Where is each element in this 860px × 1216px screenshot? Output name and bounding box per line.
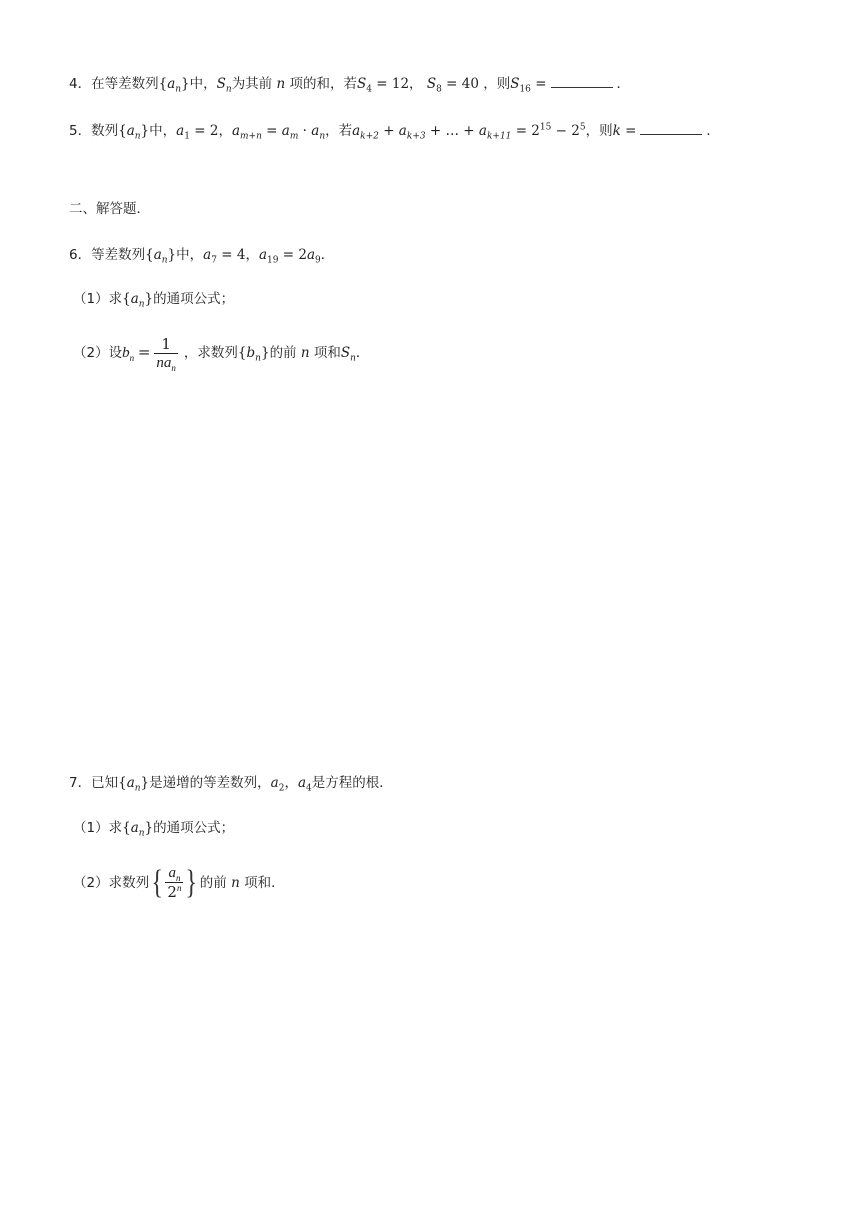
question-6-part-1: （1）求$\{a_n\}$的通项公式； — [73, 291, 235, 310]
math-a2: $a_2$ — [270, 775, 285, 794]
math-sequence-an: $\{a_n\}$ — [118, 775, 150, 794]
answer-blank[interactable] — [551, 75, 613, 88]
left-brace: { — [151, 864, 163, 901]
math-sn: $S_n$ — [216, 76, 232, 95]
question-7-part-1: （1）求$\{a_n\}$的通项公式； — [73, 820, 235, 839]
math-a7-eq: $a_7 = 4$ — [203, 247, 246, 266]
math-sequence-an: $\{a_n\}$ — [158, 76, 190, 95]
math-sn: $S_n$ — [340, 345, 356, 364]
fraction-an-over-2n: $\frac{a_n}{2^n}$ — [167, 865, 182, 901]
question-6: 6．等差数列$\{a_n\}$中，$a_7 = 4$，$a_{19} = 2a_9$． — [69, 247, 335, 266]
math-a1-eq: $a_1 = 2$ — [176, 123, 219, 142]
math-bn: $b_n$ = — [122, 343, 151, 363]
question-number: 7 — [69, 775, 78, 791]
question-number: 5 — [69, 123, 78, 139]
math-a19-eq: $a_{19} = 2a_9$ — [258, 247, 321, 266]
math-s4-eq: $S_4 = 12$ — [356, 76, 410, 95]
question-4: 4．在等差数列$\{a_n\}$中，$S_n$为其前 n 项的和，若$S_4 = 12$， $S_8 = 40$ ，则$S_{16}$ = ． — [69, 76, 631, 95]
math-sequence-an: $\{a_n\}$ — [145, 247, 177, 266]
answer-blank[interactable] — [640, 122, 702, 135]
math-sequence-an: $\{a_n\}$ — [122, 291, 154, 310]
question-7: 7．已知$\{a_n\}$是递增的等差数列，$a_2$，$a_4$是方程的根． — [69, 775, 393, 794]
math-sequence-an: $\{a_n\}$ — [122, 820, 154, 839]
question-5: 5．数列$\{a_n\}$中，$a_1 = 2$，$a_{m+n} = a_m \cdot a_n$，若$a_{k+2} + a_{k+3}$ + … + $a_{k+11} = 2^{15} - 2^5$，则k = ． — [69, 122, 720, 142]
math-sequence-an: $\{a_n\}$ — [118, 123, 150, 142]
fraction-1-over-nan: $\frac{1}{na_n}$ — [156, 334, 176, 373]
math-sum-expression: $a_{k+2} + a_{k+3}$ + … + $a_{k+11} = 2^{15} - 2^5$ — [352, 122, 586, 142]
section-title: 二、解答题． — [69, 201, 150, 217]
math-s8-eq: $S_8 = 40$ — [426, 76, 479, 95]
math-sequence-bn: $\{b_n\}$ — [237, 345, 270, 364]
question-6-part-2: （2）设$b_n$ = $\frac{1}{na_n}$ ，求数列$\{b_n\}$的前 n 项和$S_n$． — [73, 334, 370, 373]
math-recurrence: $a_{m+n} = a_m \cdot a_n$ — [231, 123, 326, 142]
math-k: k = — [612, 123, 637, 139]
math-a4: $a_4$ — [297, 775, 312, 794]
question-number: 6 — [69, 247, 78, 263]
question-7-part-2: （2）求数列{ $\frac{a_n}{2^n}$ } 的前 n 项和． — [73, 864, 285, 901]
right-brace: } — [185, 864, 198, 901]
math-s16: $S_{16}$ = — [510, 76, 547, 95]
question-number: 4 — [69, 76, 78, 92]
